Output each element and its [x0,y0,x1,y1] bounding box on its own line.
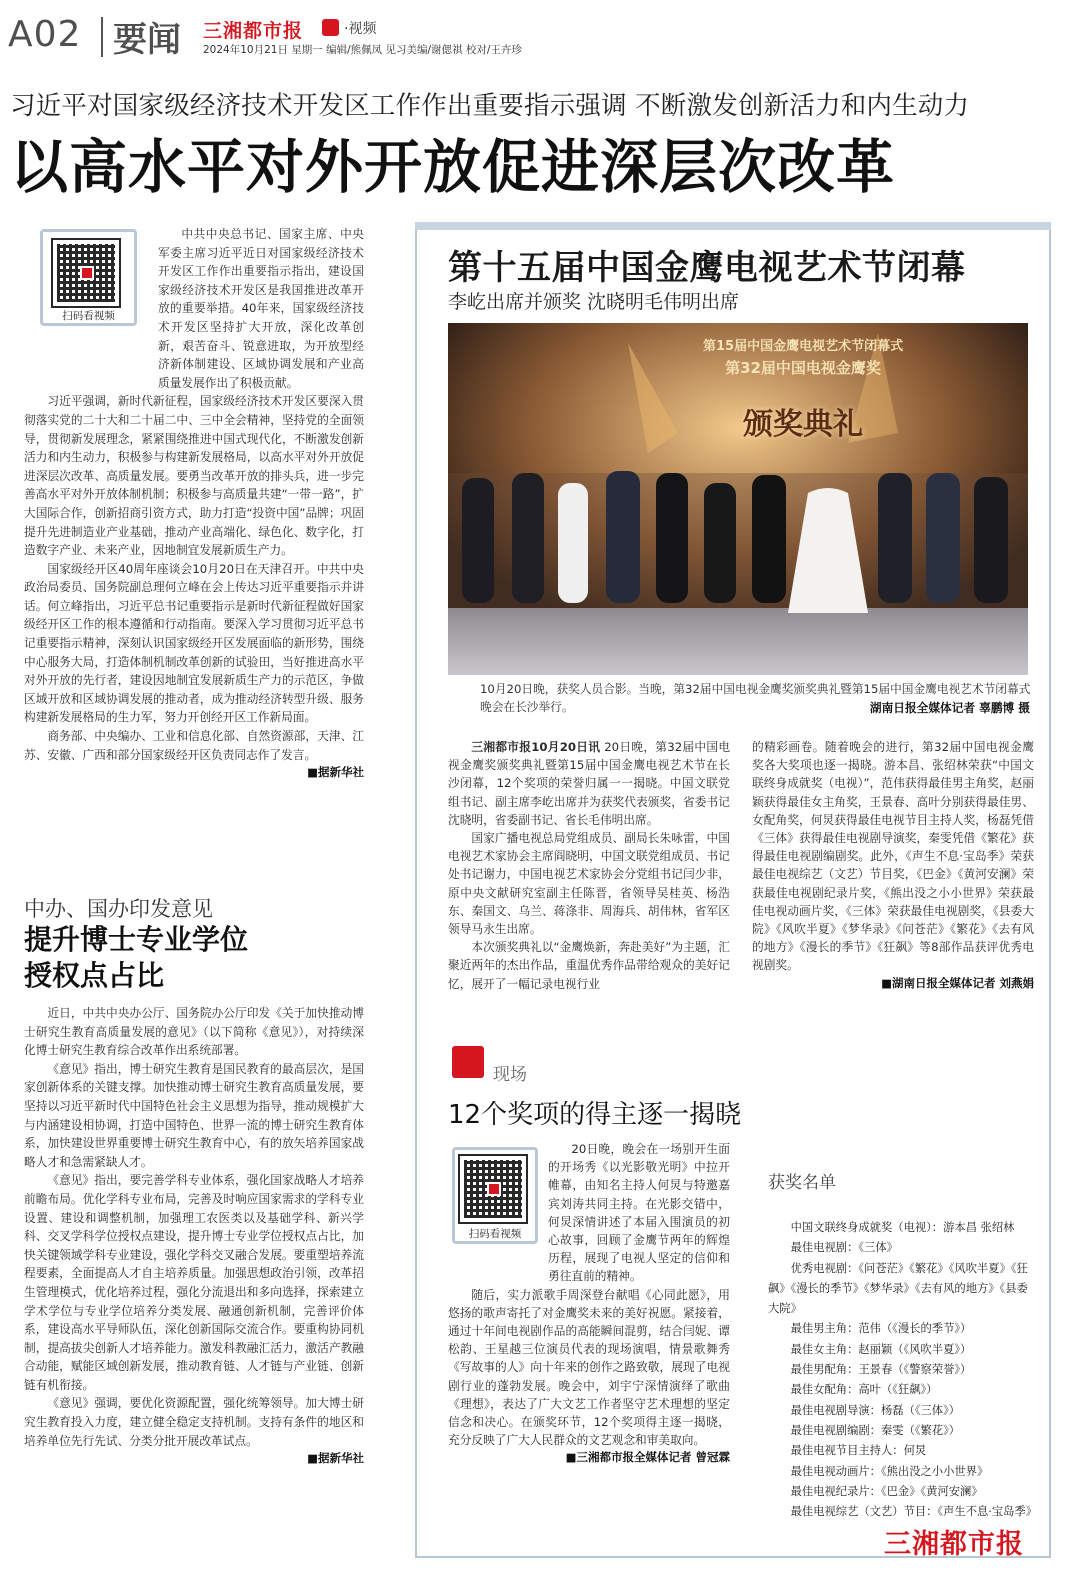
winner-item: 优秀电视剧：《问苍茫》《繁花》《风吹半夏》《狂飙》《漫长的季节》《梦华录》《去有风的地方》《县委大院》 [768,1261,1028,1316]
award-ceremony-photo [448,323,1028,675]
feature-box-top-bar [415,222,1051,230]
scene-title: 12个奖项的得主逐一揭晓 [448,1100,742,1130]
speech-bubble-icon [452,1046,484,1078]
footer-brand-logo: 三湘都市报 [884,1529,1024,1560]
winner-item: 最佳男配角：王景春（《警察荣誉》） [790,1363,972,1377]
lead-article [24,225,364,780]
article-paragraph: 国家级经开区40周年座谈会10月20日在天津召开。中共中央政治局委员、国务院副总理何立峰在会上传达习近平重要指示并讲话。何立峰指出，习近平总书记重要指示是新时代新征程做好国家级经开区工作的根本遵循和行动指南。要深入学习贯彻习近平总书记重要指示精神，深刻认识国家级经开区发展面临的新形势，围绕中心服务大局，打造体制机制改革创新的试验田，当好推进高水平对外开放的先行者，建设因地制宜发展新质生产力的示范区，争做区域开放和区域协调发展的推动者，成为推动经济转型升级、服务构建新发展格局的生力军，努力开创经开区工作新局面。 [24,561,364,725]
scene-article [448,1140,730,1465]
article-paragraph: 习近平强调，新时代新征程，国家级经济技术开发区要深入贯彻落实党的二十大和二十届二中、三中全会精神，坚持党的全面领导，贯彻新发展理念，紧紧围绕推进中国式现代化，不断激发创新活力和内生动力，积极参与构建新发展格局，以高水平对外开放促进深层次改革、高质量发展。要勇当改革开放的排头兵，进一步完善高水平对外开放体制机制；积极参与高质量共建“一带一路”，扩大国际合作，创新招商引资方式，助力打造“投资中国”品牌；巩固提升先进制造业产业基础，推动产业高端化、绿色化、数字化，打造数字产业、未来产业，因地制宜发展新质生产力。 [24,394,364,558]
article-paragraph: 《意见》指出，要完善学科专业体系，强化国家战略人才培养前瞻布局。优化学科专业布局，完善及时响应国家需求的学科专业设置、建设和调整机制，加强理工农医类以及基础学科、新兴学科、交叉学科学位授权点建设，提升博士专业学位授权点占比，加快关键领域学科专业建设，强化学科交叉融合发展。要重塑培养流程要素，全面提高人才自主培养质量。加强思想政治引领，改革招生管理模式，优化培养过程，强化分流退出和多向选择，探索建立学术学位与专业学位培养分类发展、融通创新机制，完善评价体系，建设高水平导师队伍，深化创新国际交流合作。要重构协同机制，提高拔尖创新人才培养能力。激发科教融汇活力，激活产教融合动能，赋能区域创新发展，推动教育链、人才链与产业链、创新链有机衔接。 [24,1173,364,1392]
article-paragraph: 20日晚，晚会在一场别开生面的开场秀《以光影敬光明》中拉开帷幕，由知名主持人何炅与特邀嘉宾刘涛共同主持。在光影交错中，何炅深情讲述了本届入围演员的初心故事，回顾了金鹰节两年的辉煌历程，展现了电视人坚定的信仰和勇往直前的精神。 [548,1142,730,1284]
photo-caption: 10月20日晚，获奖人员合影。当晚，第32届中国电视金鹰奖颁奖典礼暨第15届中国金鹰电视艺术节闭幕式晚会在长沙举行。 [480,682,1031,714]
lead-subtitle: 习近平对国家级经济技术开发区工作作出重要指示强调 不断激发创新活力和内生动力 [10,91,970,121]
winner-item: 最佳电视剧：《三体》 [790,1241,898,1255]
winners-heading: 获奖名单 [768,1173,836,1193]
brand-logo-icon [322,19,339,36]
notice-article [24,1004,364,1466]
winner-item: 最佳电视节目主持人：何炅 [790,1444,927,1458]
feature-title: 第十五届中国金鹰电视艺术节闭幕 [448,248,966,288]
article-paragraph: 国家广播电视总局党组成员、副局长朱咏雷，中国电视艺术家协会主席阎晓明，中国文联党组成员、书记处书记谢力，中国电视艺术家协会分党组书记闫少非，原中央文献研究室副主任陈晋，省领导吴桂英、杨浩东、秦国文、乌兰、蒋涤非、周海兵、胡伟林，省军区领导马永生出席。 [448,831,730,937]
video-brand: ·视频 [344,21,377,37]
person-silhouettes [462,471,1008,613]
winners-list [768,1218,1038,1522]
scene-label: 现场 [493,1065,527,1085]
article-credit: ■据新华社 [307,1451,364,1466]
article-paragraph: 随后，实力派歌手周深登台献唱《心同此愿》，用悠扬的歌声寄托了对金鹰奖未来的美好祝愿。紧接着，通过十年间电视剧作品的高能瞬间混剪，结合闫妮、谭松韵、王星越三位演员代表的现场演唱，情景歌舞秀《写故事的人》向十年来的创作之路致敬，展现了电视剧行业的蓬勃发展。晚会中，刘宇宁深情演绎了歌曲《理想》，表达了广大文艺工作者坚守艺术理想的坚定信念和决心。在颁奖环节，12个奖项得主逐一揭晓，充分反映了广大人民群众的文艺观念和审美取向。 [448,1287,730,1448]
notice-subtitle: 中办、国办印发意见 [24,897,213,921]
qr-label: 扫码看视频 [468,1228,522,1240]
article-paragraph: 中共中央总书记、国家主席、中央军委主席习近平近日对国家级经济技术开发区工作作出重要指示指出，建设国家级经济技术开发区是我国推进改革开放的重要举措。40年来，国家级经济技术开发区坚持扩大开放，深化改革创新，艰苦奋斗、锐意进取，为开放型经济新体制建设、区域协调发展和产业高质量发展作出了积极贡献。 [158,227,364,390]
article-paragraph [448,738,730,829]
banner-line: 第32届中国电视金鹰奖 [725,359,881,377]
masthead-meta: 2024年10月21日 星期一 编辑/熊佩凤 见习美编/谢偲祺 校对/王卉珍 [203,44,522,56]
lede-source: 三湘都市报10月20日讯 [471,740,601,754]
winner-item: 最佳电视综艺（文艺）节目：《声生不息·宝岛季》 [790,1505,1038,1519]
qr-label: 扫码看视频 [62,310,115,322]
banner-title: 颁奖典礼 [743,407,863,442]
article-credit: ■湖南日报全媒体记者 刘燕娟 [881,975,1034,990]
article-paragraph: 近日，中共中央办公厅、国务院办公厅印发《关于加快推动博士研究生教育高质量发展的意见》（以下简称《意见》），对持续深化博士研究生教育综合改革作出系统部署。 [24,1006,364,1058]
article-paragraph: 商务部、中央编办、工业和信息化部、自然资源部，天津、江苏、安徽、广西和部分国家级经开区负责同志作了发言。 [24,729,364,762]
winner-item: 最佳女配角：高叶（《狂飙》） [790,1383,938,1397]
feature-subtitle: 李屹出席并颁奖 沈晓明毛伟明出席 [448,291,740,313]
newspaper-brand: 三湘都市报 [203,20,304,42]
winner-item: 最佳电视剧编剧：秦雯（《繁花》） [790,1423,961,1437]
lede-text: 20日晚，第32届中国电视金鹰奖颁奖典礼暨第15届中国金鹰电视艺术节在长沙闭幕，12个奖项的荣誉归属一一揭晓。中国文联党组书记、副主席李屹出席并为获奖代表颁奖，省委书记沈晓明，省委副书记、省长毛伟明出席。 [448,740,731,827]
article-paragraph: 《意见》强调，要优化资源配置，强化统筹领导。加大博士研究生教育投入力度，建立健全稳定支持机制。支持有条件的地区和培养单位先行先试、分类分批开展改革试点。 [24,1396,364,1448]
article-credit: ■三湘都市报全媒体记者 曾冠霖 [565,1450,730,1465]
masthead-divider [101,17,103,57]
article-paragraph: 《意见》指出，博士研究生教育是国民教育的最高层次，是国家创新体系的关键支撑。加快推动博士研究生教育高质量发展，要坚持以习近平新时代中国特色社会主义思想为指导，推动规模扩大与内涵建设相协调，打造中国特色、世界一流的博士研究生教育体系，加快建设世界重要博士研究生教育中心，有的放矢培养国家战略人才和急需紧缺人才。 [24,1061,364,1169]
article-paragraph: 的精彩画卷。随着晚会的进行，第32届中国电视金鹰奖各大奖项也逐一揭晓。游本昌、张绍林荣获“中国文联终身成就奖（电视）”，范伟获得最佳男主角奖，赵丽颖获得最佳女主角奖，王景春、高叶分别获得最佳男、女配角奖，何炅获得最佳电视节目主持人奖，杨磊凭借《三体》获得最佳电视剧导演奖，秦雯凭借《繁花》获得最佳电视剧编剧奖。此外，《声生不息·宝岛季》荣获最佳电视综艺（文艺）节目奖，《巴金》《黄河安澜》荣获最佳电视剧纪录片奖，《熊出没之小小世界》荣获最佳电视动画片奖，《三体》荣获最佳电视剧奖，《县委大院》《风吹半夏》《梦华录》《问苍茫》《繁花》《去有风的地方》《漫长的季节》《狂飙》等8部作品获评优秀电视剧奖。 [752,740,1034,973]
notice-title-line: 授权点占比 [24,959,165,992]
feature-article-col1 [448,738,730,993]
notice-title [24,922,364,994]
winner-item: 最佳女主角：赵丽颖（《风吹半夏》） [790,1342,972,1356]
winner-item: 中国文联终身成就奖（电视）：游本昌 张绍林 [790,1221,1015,1234]
photo-credit: 湖南日报全媒体记者 辜鹏博 摄 [869,701,1030,715]
section-title: 要闻 [113,20,181,60]
winner-item: 最佳电视纪录片：《巴金》《黄河安澜》 [790,1484,983,1498]
feature-article-col2 [752,738,1034,991]
winner-item: 最佳男主角：范伟（《漫长的季节》） [790,1322,972,1336]
page-number: A02 [8,14,82,55]
article-paragraph: 本次颁奖典礼以“金鹰焕新，奔赴美好”为主题，汇聚近两年的杰出作品，重温优秀作品带给观众的美好记忆，展开了一幅记录电视行业 [448,940,730,991]
lead-title: 以高水平对外开放促进深层次改革 [10,133,896,201]
article-credit: ■据新华社 [307,765,364,780]
notice-title-line: 提升博士专业学位 [24,923,249,956]
winner-item: 最佳电视动画片：《熊出没之小小世界》 [790,1464,989,1478]
banner-line: 第15届中国金鹰电视艺术节闭幕式 [703,339,904,354]
winner-item: 最佳电视剧导演：杨磊（《三体》） [790,1403,961,1417]
